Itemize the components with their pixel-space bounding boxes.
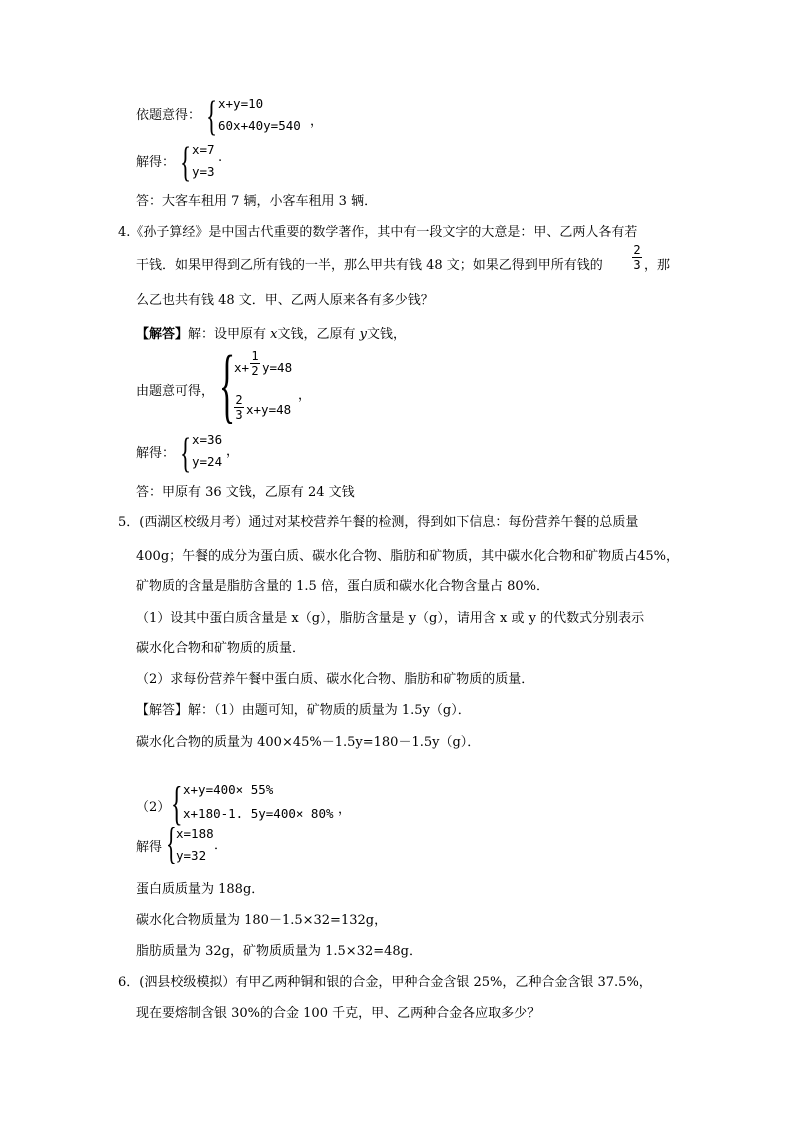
q6-line2: 现在要熔制含银 30%的合金 100 千克，甲、乙两种合金各应取多少？ bbox=[136, 1006, 541, 1021]
q4-eq1-num: 1 bbox=[251, 349, 259, 363]
q4-eq1-den: 2 bbox=[251, 364, 259, 378]
q4-comma: ， bbox=[298, 388, 312, 403]
q4-eq2-frac bbox=[234, 394, 244, 421]
q4-line1: 4.《孙子算经》是中国古代重要的数学著作，其中有一段文字的大意是：甲、乙两人各有若 bbox=[118, 225, 638, 240]
prev-period: . bbox=[218, 150, 223, 165]
q4-eq2-den: 3 bbox=[235, 408, 243, 422]
q4-var-y: y bbox=[359, 327, 367, 342]
q5-line3: 矿物质的含量是脂肪含量的 1.5 倍，蛋白质和碳水化合物含量占 80%． bbox=[136, 579, 549, 594]
prev-sol2: y=3 bbox=[192, 164, 215, 179]
q5-part1-b: x（g），脂肪含量是 bbox=[291, 611, 409, 626]
q4-solve-label: 解得： bbox=[136, 446, 176, 461]
q4-answer: 答：甲原有 36 文钱，乙原有 24 文钱 bbox=[136, 485, 355, 500]
q4-sol-comma: ， bbox=[226, 444, 240, 459]
q4-eq2-num: 2 bbox=[235, 393, 243, 407]
q5-sys-eq2: x+180-1. 5y=400× 80% bbox=[183, 806, 334, 821]
q5-sol-brace: { bbox=[166, 819, 177, 868]
q4-eq1-a: x+ bbox=[234, 360, 250, 375]
prev-brace: { bbox=[206, 94, 218, 140]
q4-frac-num: 2 bbox=[633, 243, 641, 257]
q6-line1: 6．(泗县校级模拟）有甲乙两种铜和银的合金，甲种合金含银 25%，乙种合金含银 37.5%， bbox=[118, 975, 652, 990]
q5-sol2: y=32 bbox=[176, 848, 207, 863]
prev-answer: 答：大客车租用 7 辆，小客车租用 3 辆． bbox=[136, 194, 378, 209]
q5-sol-period: ． bbox=[214, 838, 228, 853]
q5-part1-line2: 碳水化合物和矿物质的质量． bbox=[136, 641, 306, 656]
prev-lead: 依题意得： bbox=[136, 108, 202, 123]
q5-sys-eq1: x+y=400× 55% bbox=[183, 782, 274, 797]
q5-part2-label: （2） bbox=[136, 800, 171, 815]
q5-part1-a: （1）设其中蛋白质含量是 bbox=[136, 611, 292, 626]
q4-intro-c: 文钱， bbox=[367, 327, 407, 342]
q4-eq1-frac bbox=[250, 350, 260, 377]
q5-line2: 400g；午餐的成分为蛋白质、碳水化合物、脂肪和矿物质，其中碳水化合物和矿物质占45%， bbox=[136, 549, 680, 564]
q4-sol1: x=36 bbox=[192, 432, 223, 447]
q5-line1: 5．(西湖区校级月考）通过对某校营养午餐的检测，得到如下信息：每份营养午餐的总质量 bbox=[118, 515, 639, 530]
q4-var-x: x bbox=[270, 327, 278, 342]
q5-part2: （2）求每份营养午餐中蛋白质、碳水化合物、脂肪和矿物质的质量． bbox=[136, 672, 535, 687]
prev-eq1: x+y=10 bbox=[218, 96, 264, 111]
q5-sol1: x=188 bbox=[176, 826, 214, 841]
q5-carb: 碳水化合物质量为 180－1.5×32=132g， bbox=[136, 913, 388, 928]
q5-sol-line1: 【解答】解：（1）由题可知，矿物质的质量为 1.5y（g）． bbox=[136, 703, 471, 718]
q4-solution-tag: 【解答】 bbox=[136, 327, 189, 342]
q5-protein: 蛋白质质量为 188g． bbox=[136, 882, 265, 897]
q4-intro-b: 文钱，乙原有 bbox=[277, 327, 360, 342]
q4-line2b: ，那 bbox=[644, 258, 671, 273]
prev-eq2: 60x+40y=540 bbox=[218, 118, 301, 133]
q5-sys-comma: ， bbox=[338, 802, 352, 817]
prev-solve-label: 解得： bbox=[136, 155, 176, 170]
q4-intro-a: 解：设甲原有 bbox=[188, 327, 271, 342]
q4-eq2-b: x+y=48 bbox=[246, 402, 292, 417]
q5-solve-label: 解得 bbox=[136, 840, 163, 855]
prev-comma: ， bbox=[310, 114, 324, 129]
q4-fraction bbox=[632, 244, 642, 271]
prev-sol1: x=7 bbox=[192, 142, 215, 157]
q5-fat-mineral: 脂肪质量为 32g，矿物质质量为 1.5×32=48g． bbox=[136, 944, 422, 959]
q4-brace: { bbox=[219, 339, 236, 432]
q4-line2a: 干钱．如果甲得到乙所有钱的一半，那么甲共有钱 48 文；如果乙得到甲所有钱的 bbox=[136, 258, 603, 273]
q5-sys-brace: { bbox=[171, 777, 183, 830]
prev-sol-brace: { bbox=[180, 140, 192, 186]
q4-eq1-b: y=48 bbox=[262, 360, 293, 375]
q4-line3: 么乙也共有钱 48 文．甲、乙两人原来各有多少钱？ bbox=[136, 293, 434, 308]
q5-part1-d: x 或 y 的代数式分别表示 bbox=[500, 611, 645, 626]
q5-sol-line2: 碳水化合物的质量为 400×45%－1.5y=180－1.5y（g）． bbox=[136, 735, 481, 750]
q4-frac-den: 3 bbox=[633, 258, 641, 272]
q4-sol-brace: { bbox=[180, 431, 192, 477]
q4-sol2: y=24 bbox=[192, 454, 223, 469]
q5-part1-c: y（g），请用含 bbox=[408, 611, 501, 626]
q4-setup-lead: 由题意可得， bbox=[136, 384, 215, 399]
